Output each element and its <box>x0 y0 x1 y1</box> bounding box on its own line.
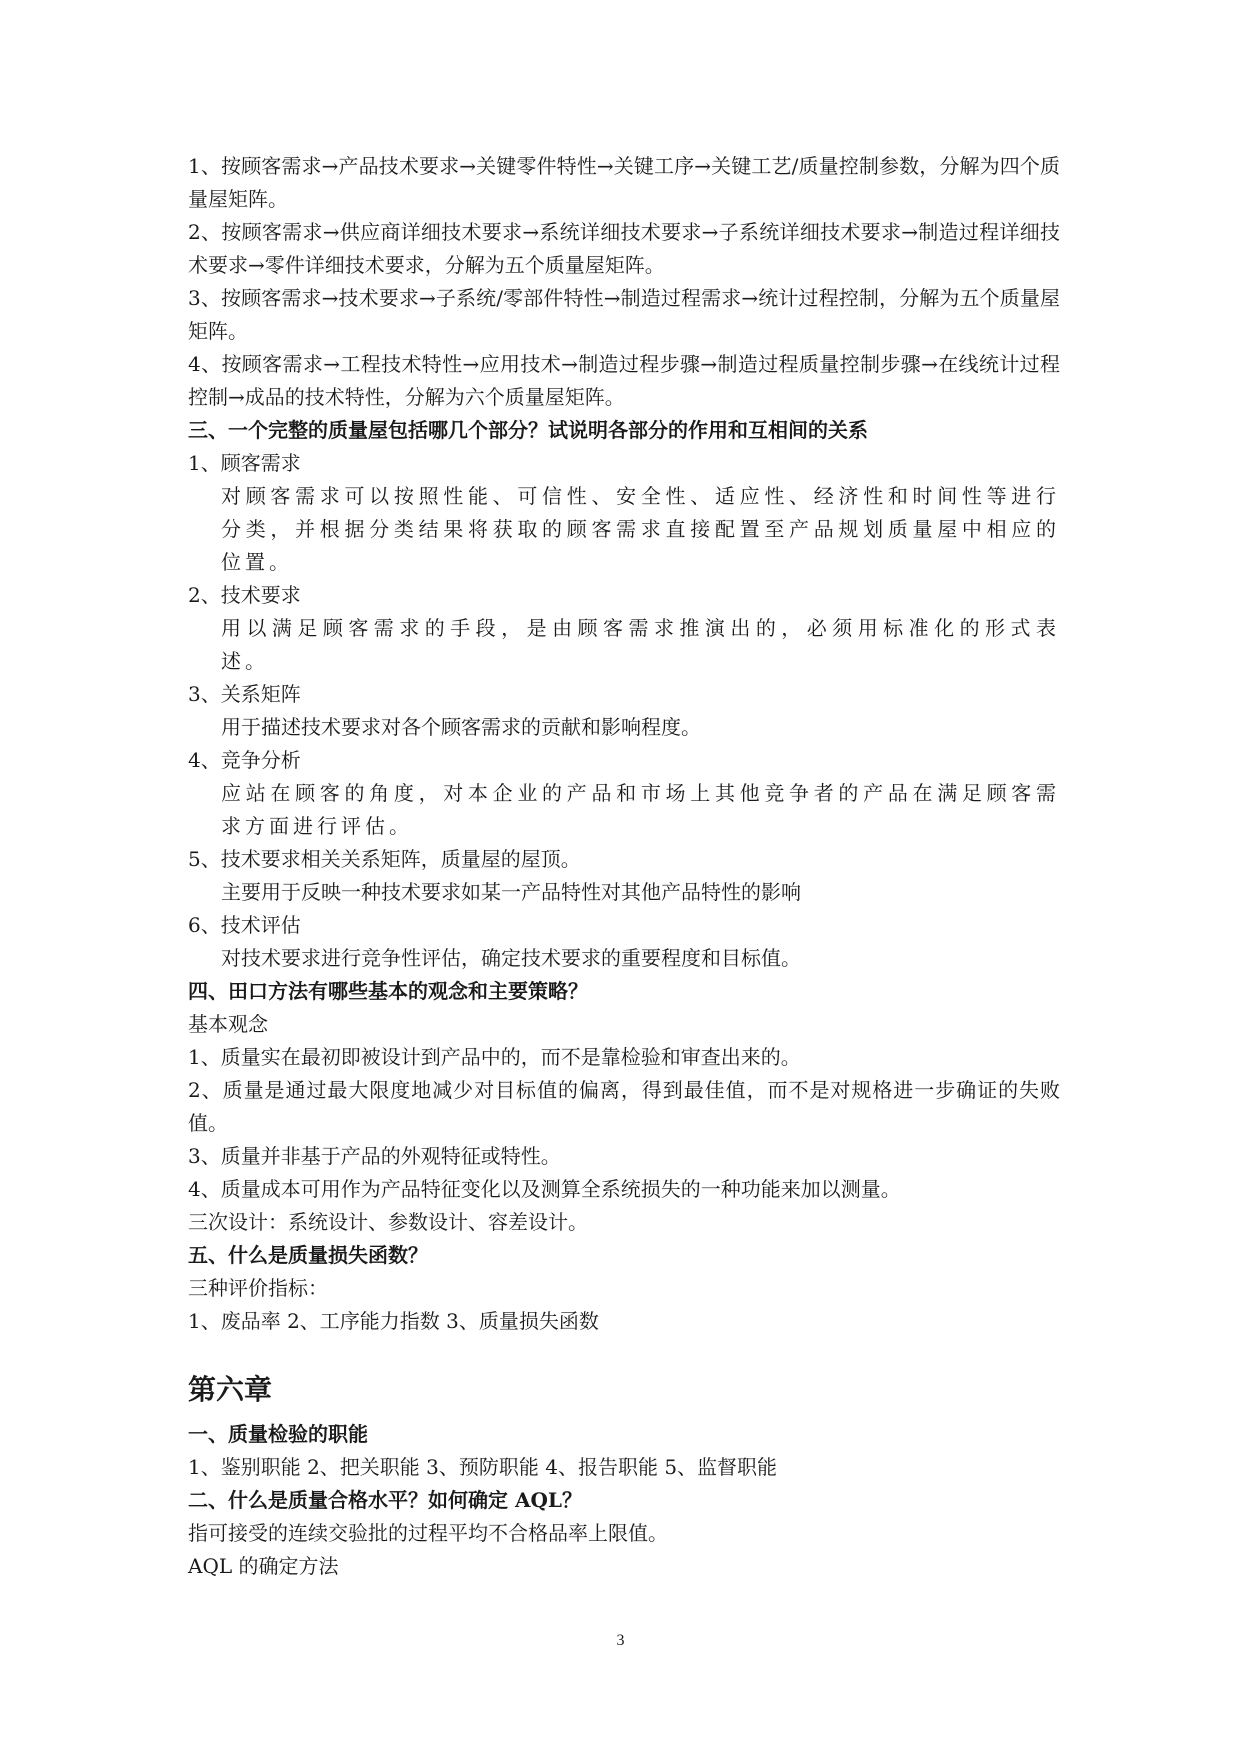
paragraph: 对技术要求进行竞争性评估，确定技术要求的重要程度和目标值。 <box>221 946 801 970</box>
section-heading: 五、什么是质量损失函数？ <box>188 1243 428 1267</box>
section-heading: 三、一个完整的质量屋包括哪几个部分？试说明各部分的作用和互相间的关系 <box>188 418 868 442</box>
paragraph: 1、鉴别职能 2、把关职能 3、预防职能 4、报告职能 5、监督职能 <box>188 1455 778 1479</box>
paragraph: 3、关系矩阵 <box>188 682 301 706</box>
paragraph: 3、按顾客需求→技术要求→子系统/零部件特性→制造过程需求→统计过程控制，分解为五个质量屋矩阵。 <box>188 286 1060 343</box>
paragraph: 5、技术要求相关关系矩阵，质量屋的屋顶。 <box>188 847 581 871</box>
paragraph: 三种评价指标： <box>188 1276 328 1300</box>
page-number: 3 <box>616 1632 625 1649</box>
paragraph: 主要用于反映一种技术要求如某一产品特性对其他产品特性的影响 <box>221 880 801 904</box>
paragraph: 4、按顾客需求→工程技术特性→应用技术→制造过程步骤→制造过程质量控制步骤→在线统计过程控制→成品的技术特性，分解为六个质量屋矩阵。 <box>188 352 1060 409</box>
paragraph: AQL 的确定方法 <box>188 1554 339 1578</box>
paragraph: 1、按顾客需求→产品技术要求→关键零件特性→关键工序→关键工艺/质量控制参数，分解为四个质量屋矩阵。 <box>188 154 1060 211</box>
paragraph: 三次设计：系统设计、参数设计、容差设计。 <box>188 1210 588 1234</box>
paragraph: 基本观念 <box>188 1012 268 1036</box>
paragraph-list <box>188 150 1060 1338</box>
section-heading: 一、质量检验的职能 <box>188 1422 368 1446</box>
chapter-heading: 第六章 <box>188 1373 273 1406</box>
paragraph: 3、质量并非基于产品的外观特征或特性。 <box>188 1144 561 1168</box>
paragraph: 4、质量成本可用作为产品特征变化以及测算全系统损失的一种功能来加以测量。 <box>188 1177 901 1201</box>
paragraph: 用于描述技术要求对各个顾客需求的贡献和影响程度。 <box>221 715 701 739</box>
paragraph: 2、质量是通过最大限度地减少对目标值的偏离，得到最佳值，而不是对规格进一步确证的失败值。 <box>188 1078 1060 1135</box>
paragraph: 指可接受的连续交验批的过程平均不合格品率上限值。 <box>188 1521 668 1545</box>
page-content <box>188 150 1060 1583</box>
paragraph: 6、技术评估 <box>188 913 301 937</box>
paragraph: 用以满足顾客需求的手段，是由顾客需求推演出的，必须用标准化的形式表述。 <box>221 616 1060 673</box>
paragraph: 2、按顾客需求→供应商详细技术要求→系统详细技术要求→子系统详细技术要求→制造过程详细技术要求→零件详细技术要求，分解为五个质量屋矩阵。 <box>188 220 1060 277</box>
paragraph: 1、质量实在最初即被设计到产品中的，而不是靠检验和审查出来的。 <box>188 1045 801 1069</box>
chapter-paragraph-list <box>188 1418 1060 1583</box>
paragraph: 对顾客需求可以按照性能、可信性、安全性、适应性、经济性和时间性等进行分类，并根据分类结果将获取的顾客需求直接配置至产品规划质量屋中相应的位置。 <box>221 484 1060 574</box>
paragraph: 1、顾客需求 <box>188 451 301 475</box>
paragraph: 1、废品率 2、工序能力指数 3、质量损失函数 <box>188 1309 599 1333</box>
section-heading: 二、什么是质量合格水平？如何确定 AQL？ <box>188 1488 582 1512</box>
paragraph: 应站在顾客的角度，对本企业的产品和市场上其他竞争者的产品在满足顾客需求方面进行评估。 <box>221 781 1060 838</box>
paragraph: 4、竞争分析 <box>188 748 301 772</box>
paragraph: 2、技术要求 <box>188 583 301 607</box>
section-heading: 四、田口方法有哪些基本的观念和主要策略？ <box>188 979 588 1003</box>
